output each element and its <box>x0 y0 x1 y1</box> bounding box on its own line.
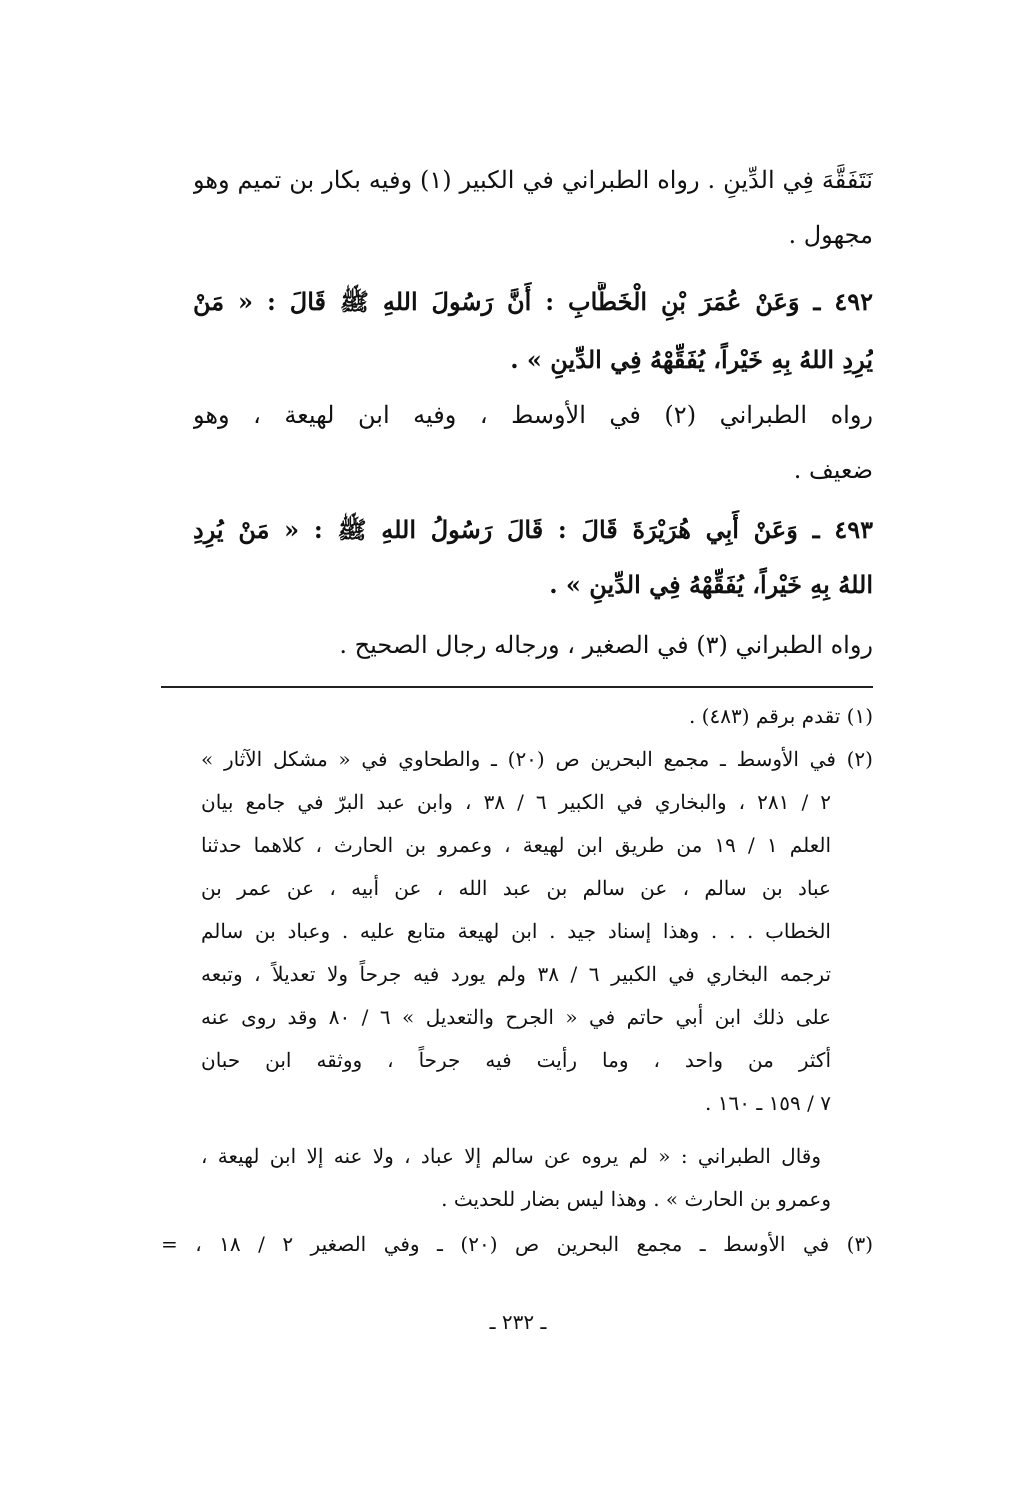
footnote-1: (١) تقدم برقم (٤٨٣) . <box>688 704 873 728</box>
main-line-2: مجهول . <box>788 221 873 249</box>
footnote-2-line-9: ٧ / ١٥٩ ـ ١٦٠ . <box>705 1091 831 1115</box>
main-line-9: رواه الطبراني (٣) في الصغير ، ورجاله رجال الصحيح . <box>339 631 873 659</box>
footnote-2-line-7: على ذلك ابن أبي حاتم في « الجرح والتعديل » ٦ / ٨٠ وقد روى عنه <box>201 1005 831 1029</box>
page-number: ـ ٢٣٢ ـ <box>489 1310 547 1334</box>
footnote-2-note-line-2: وعمرو بن الحارث » . وهذا ليس بضار للحديث . <box>441 1187 831 1211</box>
footnote-2-line-2: ٢ / ٢٨١ ، والبخاري في الكبير ٦ / ٣٨ ، وابن عبد البرّ في جامع بيان <box>201 790 831 814</box>
footnote-2-line-3: العلم ١ / ١٩ من طريق ابن لهيعة ، وعمرو بن الحارث ، كلاهما حدثنا <box>201 833 831 857</box>
footnote-2-line-6: ترجمه البخاري في الكبير ٦ / ٣٨ ولم يورد فيه جرحاً ولا تعديلاً ، وتبعه <box>201 962 831 986</box>
hadith-492-line-2: يُرِدِ اللهُ بِهِ خَيْراً، يُفَقِّهْهُ فِي الدِّينِ » . <box>510 345 873 374</box>
main-line-5: رواه الطبراني (٢) في الأوسط ، وفيه ابن لهيعة ، وهو <box>193 401 873 429</box>
hadith-493-line-1: ٤٩٣ ـ وَعَنْ أَبِي هُرَيْرَةَ قَالَ : قَالَ رَسُولُ اللهِ ﷺ : « مَنْ يُرِدِ <box>193 515 873 544</box>
hadith-493-line-2: اللهُ بِهِ خَيْراً، يُفَقِّهْهُ فِي الدِّينِ » . <box>549 570 873 599</box>
footnote-2-line-5: الخطاب . . . وهذا إسناد جيد . ابن لهيعة متابع عليه . وعباد بن سالم <box>201 919 831 943</box>
footnote-separator <box>161 686 873 688</box>
hadith-492-line-1: ٤٩٢ ـ وَعَنْ عُمَرَ بْنِ الْخَطَّابِ : أَنَّ رَسُولَ اللهِ ﷺ قَالَ : « مَنْ <box>193 287 873 316</box>
footnote-2-note-line-1: وقال الطبراني : « لم يروه عن سالم إلا عباد ، ولا عنه إلا ابن لهيعة ، <box>201 1144 821 1168</box>
main-line-1: نَتَفَقَّهَ فِي الدِّينِ . رواه الطبراني في الكبير (١) وفيه بكار بن تميم وهو <box>193 166 873 194</box>
footnote-3: (٣) في الأوسط ـ مجمع البحرين ص (٢٠) ـ وفي الصغير ٢ / ١٨ ، = <box>161 1232 873 1256</box>
footnote-2-line-8: أكثر من واحد ، وما رأيت فيه جرحاً ، ووثقه ابن حبان <box>201 1048 831 1072</box>
footnote-2-line-4: عباد بن سالم ، عن سالم بن عبد الله ، عن أبيه ، عن عمر بن <box>201 876 831 900</box>
main-line-6: ضعيف . <box>793 456 873 484</box>
footnote-2-line-1: (٢) في الأوسط ـ مجمع البحرين ص (٢٠) ـ والطحاوي في « مشكل الآثار » <box>201 747 873 771</box>
